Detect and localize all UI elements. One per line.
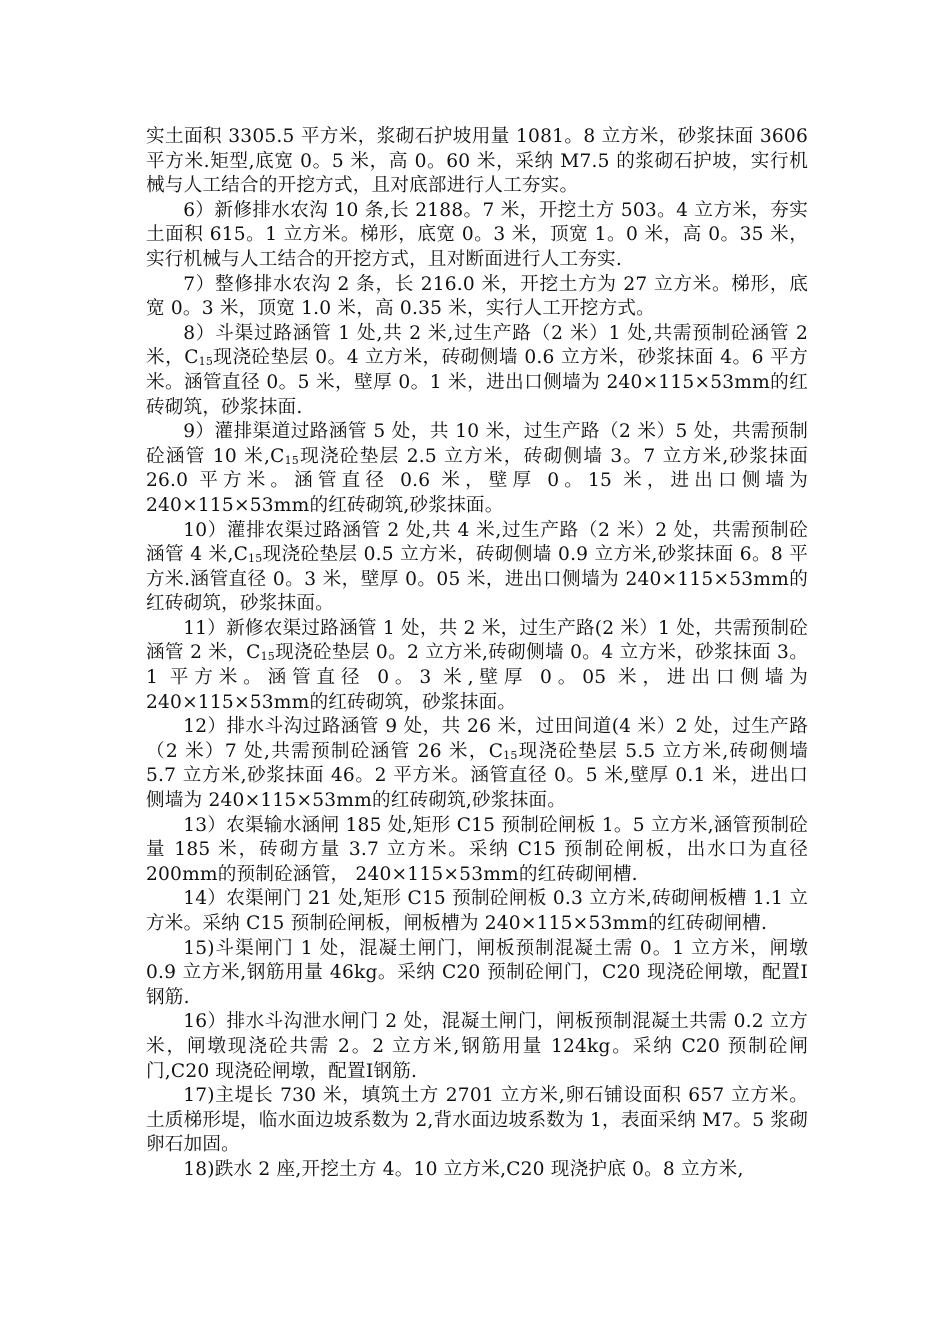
paragraph-text: 现浇砼垫层 2.5 立方米，砖砌侧墙 3。7 立方米,砂浆抹面 26.0 平方米。涵管直径 0.6 米，壁厚 0。15 米，进出口侧墙为 240×115×53mm的红砖砌筑,砂浆抹面。: [146, 445, 809, 516]
paragraph-item-9: [146, 420, 808, 518]
paragraph-item-13: [146, 814, 808, 888]
paragraph-item-12: [146, 715, 808, 813]
paragraph-item-10: [146, 519, 808, 617]
paragraph-item-7: [146, 273, 808, 322]
subscript-grade: 15: [503, 748, 518, 762]
paragraph-text: 6）新修排水农沟 10 条,长 2188。7 米，开挖土方 503。4 立方米，夯实土面积 615。1 立方米。梯形，底宽 0。3 米，顶宽 1。0 米，高 0。35 米，实行机械与人工结合的开挖方式，且对断面进行人工夯实.: [146, 199, 808, 270]
paragraph-text: 现浇砼垫层 0.5 立方米，砖砌侧墙 0.9 立方米,砂浆抹面 6。8 平方米.涵管直径 0。3 米，壁厚 0。05 米，进出口侧墙为 240×115×53mm的红砖砌筑，砂浆抹面。: [146, 544, 808, 615]
paragraph-item-6: [146, 199, 808, 273]
subscript-grade: 15: [198, 355, 214, 369]
paragraph-text: 15)斗渠闸门 1 处，混凝土闸门，闸板预制混凝土需 0。1 立方米，闸墩 0.9 立方米,钢筋用量 46kg。采纳 C20 预制砼闸门，C20 现浇砼闸墩，配置Ⅰ钢筋.: [146, 937, 808, 1008]
subscript-grade: 15: [260, 650, 275, 664]
paragraph-text: 10）灌排农渠过路涵管 2 处,共 4 米,过生产路（2 米）2 处，共需预制砼涵管 4 米,C: [146, 519, 808, 566]
paragraph-text: 14）农渠闸门 21 处,矩形 C15 预制砼闸板 0.3 立方米,砖砌闸板槽 1.1 立方米。采纳 C15 预制砼闸板，闸板槽为 240×115×53mm的红砖砌闸槽.: [146, 888, 808, 934]
subscript-grade: 15: [284, 453, 299, 467]
paragraph-text: 8）斗渠过路涵管 1 处,共 2 米,过生产路（2 米）1 处,共需预制砼涵管 2 米，C: [146, 322, 808, 369]
paragraph-text: 12）排水斗沟过路涵管 9 处，共 26 米，过田间道(4 米）2 处，过生产路（2 米）7 处,共需预制砼涵管 26 米，C: [146, 716, 808, 762]
paragraph-text: 13）农渠输水涵闸 185 处,矩形 C15 预制砼闸板 1。5 立方米,涵管预制砼量 185 米，砖砌方量 3.7 立方米。采纳 C15 预制砼闸板，出水口为直径 200mm的预制砼涵管， 240×115×53mm的红砖砌闸槽.: [146, 814, 808, 885]
document-page: [146, 125, 808, 1183]
paragraph-item-16: [146, 1010, 808, 1084]
paragraph-item-17: [146, 1084, 808, 1158]
paragraph-text: 实土面积 3305.5 平方米，浆砌石护坡用量 1081。8 立方米，砂浆抹面 3606 平方米.矩型,底宽 0。5 米，高 0。60 米，采纳 M7.5 的浆砌石护坡，实行机械与人工结合的开挖方式，且对底部进行人工夯实。: [146, 126, 808, 197]
paragraph-item-18: [146, 1158, 808, 1183]
paragraph-item-15: [146, 937, 808, 1011]
paragraph-continuation: [146, 125, 808, 199]
paragraph-text: 现浇砼垫层 0。4 立方米，砖砌侧墙 0.6 立方米，砂浆抹面 4。6 平方米。涵管直径 0。5 米，壁厚 0。1 米，进出口侧墙为 240×115×53mm的红砖砌筑，砂浆抹面.: [146, 347, 808, 418]
paragraph-text: 现浇砼垫层 0。2 立方米,砖砌侧墙 0。4 立方米，砂浆抹面 3。1 平方米。涵管直径 0。3 米,壁厚 0。05 米，进出口侧墙为 240×115×53mm的红砖砌筑，砂浆抹面。: [146, 642, 808, 713]
subscript-grade: 15: [248, 552, 263, 566]
paragraph-text: 16）排水斗沟泄水闸门 2 处，混凝土闸门，闸板预制混凝土共需 0.2 立方米，闸墩现浇砼共需 2。2 立方米,钢筋用量 124kg。采纳 C20 预制砼闸门,C20 现浇砼闸墩，配置Ⅰ钢筋.: [146, 1011, 808, 1082]
paragraph-item-14: [146, 887, 808, 936]
paragraph-text: 现浇砼垫层 5.5 立方米,砖砌侧墙 5.7 立方米,砂浆抹面 46。2 平方米。涵管直径 0。5 米,壁厚 0.1 米，进出口侧墙为 240×115×53mm的红砖砌筑,砂浆抹面。: [146, 740, 809, 812]
paragraph-text: 9）灌排渠道过路涵管 5 处，共 10 米，过生产路（2 米）5 处，共需预制砼涵管 10 米,C: [146, 421, 808, 467]
paragraph-item-8: [146, 322, 808, 420]
paragraph-text: 7）整修排水农沟 2 条，长 216.0 米，开挖土方为 27 立方米。梯形，底宽 0。3 米，顶宽 1.0 米，高 0.35 米，实行人工开挖方式。: [146, 273, 808, 320]
paragraph-item-11: [146, 617, 808, 715]
paragraph-text: 11）新修农渠过路涵管 1 处，共 2 米，过生产路(2 米）1 处，共需预制砼涵管 2 米，C: [146, 617, 808, 664]
paragraph-text: 18)跌水 2 座,开挖土方 4。10 立方米,C20 现浇护底 0。8 立方米,: [183, 1158, 744, 1180]
paragraph-text: 17)主堤长 730 米，填筑土方 2701 立方米,卵石铺设面积 657 立方米。土质梯形堤，临水面边坡系数为 2,背水面边坡系数为 1，表面采纳 M7。5 浆砌卵石加固。: [146, 1085, 808, 1156]
